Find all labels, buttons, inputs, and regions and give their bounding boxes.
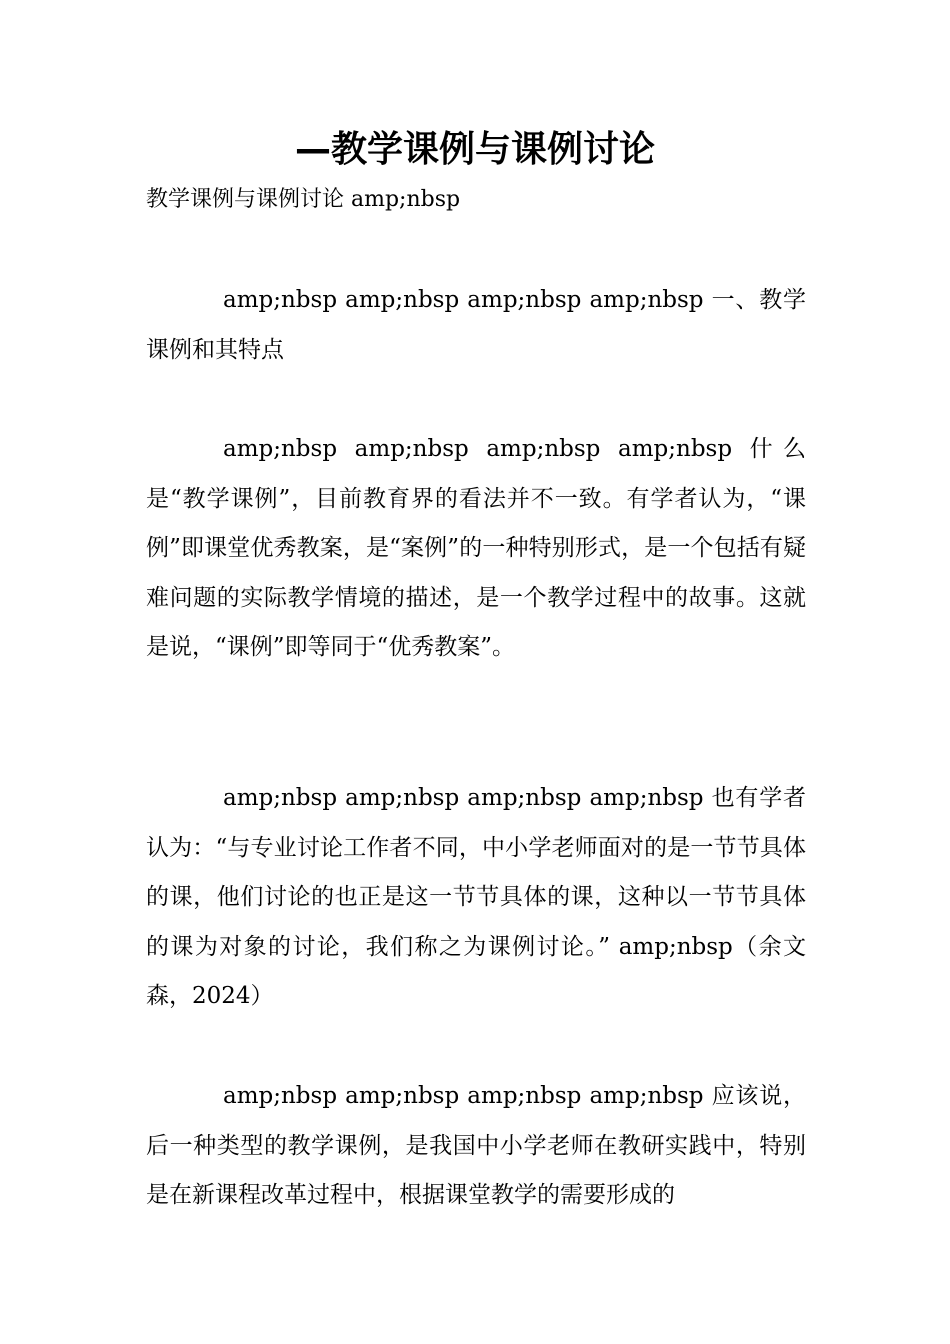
document-subtitle: 教学课例与课例讨论 amp;nbsp (146, 187, 461, 212)
paragraph-definition: amp;nbsp amp;nbsp amp;nbsp amp;nbsp 什么是“教学课例”，目前教育界的看法并不一致。有学者认为，“课例”即课堂优秀教案，是“案例”的一种特别形式，是一个包括有疑难问题的实际教学情境的描述，是一个教学过程中的故事。这就是说，“课例”即等同于“优秀教案”。 (146, 436, 806, 660)
page-title: —教学课例与课例讨论 (294, 129, 655, 170)
paragraph-heading-section-one: amp;nbsp amp;nbsp amp;nbsp amp;nbsp 一、教学课例和其特点 (146, 287, 806, 363)
paragraph-conclusion: amp;nbsp amp;nbsp amp;nbsp amp;nbsp 应该说，后一种类型的教学课例，是我国中小学老师在教研实践中，特别是在新课程改革过程中，根据课堂教学的需要形成的 (146, 1083, 806, 1208)
paragraph-quote: amp;nbsp amp;nbsp amp;nbsp amp;nbsp 也有学者认为：“与专业讨论工作者不同，中小学老师面对的是一节节具体的课，他们讨论的也正是这一节节具体的课，这种以一节节具体的课为对象的讨论，我们称之为课例讨论。” amp;nbsp（余文森，2024） (146, 785, 806, 1009)
